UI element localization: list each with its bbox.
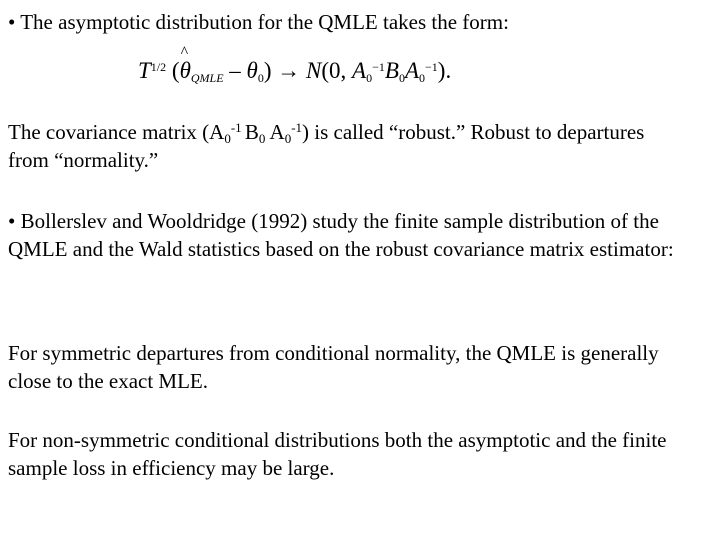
formula-theta0-sub: 0 <box>257 71 264 85</box>
formula-A2: A <box>404 58 420 83</box>
asymptotic-formula <box>138 58 451 96</box>
para1-part3: A <box>265 120 285 144</box>
formula-T-exponent: 1/2 <box>150 60 167 74</box>
formula-rparen: ) <box>263 58 272 83</box>
formula-B-sub: 0 <box>398 71 405 85</box>
formula-args-open: (0, <box>321 58 353 83</box>
formula-A1-sup: −1 <box>372 60 385 74</box>
formula-arrow: → <box>277 58 301 83</box>
para1-sub2: 0 <box>258 131 266 146</box>
formula-A2-sup: −1 <box>425 60 438 74</box>
formula-A2-sub: 0 <box>419 71 426 85</box>
para1-sub1: 0 <box>224 131 231 146</box>
formula-A1-sub: 0 <box>366 71 373 85</box>
para1-sup3: -1 <box>291 120 303 135</box>
formula-minus: – <box>229 58 241 83</box>
para1-part4: ) is called “robust.” Robust to departures from “normality.” <box>8 120 645 172</box>
formula-args-close: ). <box>437 58 452 83</box>
para1-part1: The covariance matrix (A <box>8 120 225 144</box>
robust-covariance-paragraph <box>8 118 648 174</box>
formula-A1: A <box>352 58 367 83</box>
bullet-asymptotic-distribution <box>8 8 708 36</box>
para1-part2: B <box>244 120 259 144</box>
non-symmetric-paragraph <box>8 426 708 482</box>
bullet-dot: • <box>8 209 16 233</box>
bullet-dot: • <box>8 10 16 34</box>
bullet-bollerslev-wooldridge <box>8 207 708 263</box>
formula-theta-hat: ^ θ <box>180 58 191 84</box>
para1-sup1: -1 <box>230 120 245 135</box>
formula-N: N <box>306 58 322 83</box>
formula-theta0: θ <box>246 58 258 83</box>
bullet-text: The asymptotic distribution for the QMLE takes the form: <box>20 10 509 34</box>
para2-text: For symmetric departures from conditional normality, the QMLE is generally close to the exact MLE. <box>8 341 659 393</box>
formula-theta-hat-sub: QMLE <box>190 71 224 85</box>
symmetric-departures-paragraph <box>8 339 678 395</box>
para1-sub3: 0 <box>284 131 292 146</box>
bullet-text: Bollerslev and Wooldridge (1992) study the finite sample distribution of the QMLE and the Wald statistics based on the robust covariance matrix estimator: <box>8 209 674 261</box>
formula-B: B <box>384 58 399 83</box>
formula-T: T <box>138 58 151 83</box>
formula-lparen: ( <box>171 58 180 83</box>
para3-text: For non-symmetric conditional distributions both the asymptotic and the finite sample loss in efficiency may be large. <box>8 428 667 480</box>
